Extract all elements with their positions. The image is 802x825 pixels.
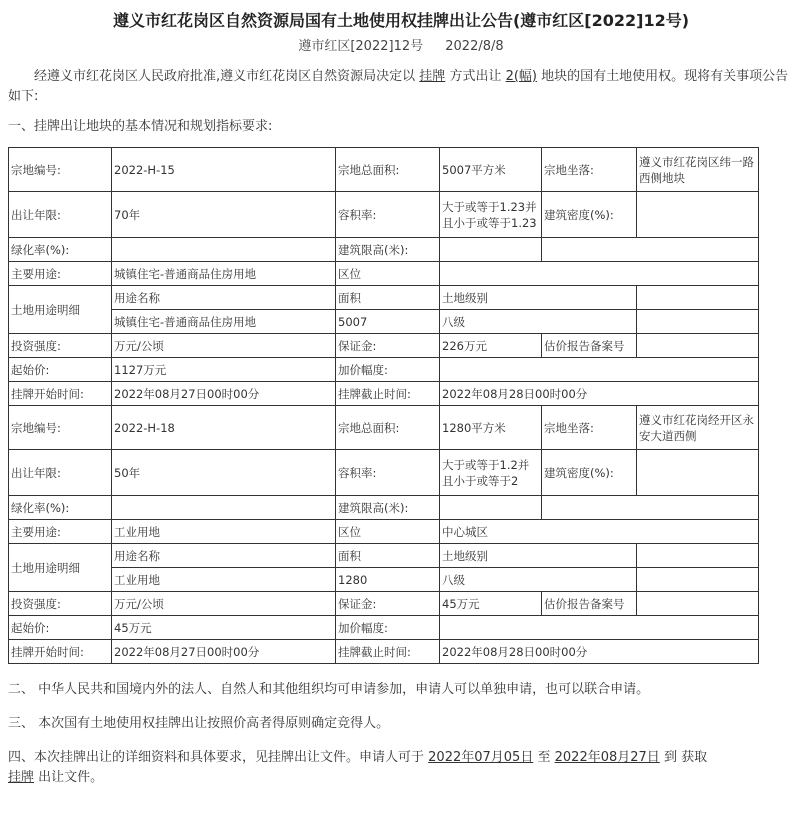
- parcel-location: 遵义市红花岗区纬一路西侧地块: [637, 148, 759, 192]
- label-far: 容积率:: [336, 192, 440, 238]
- page-title: 遵义市红花岗区自然资源局国有土地使用权挂牌出让公告(遵市红区[2022]12号): [112, 11, 690, 30]
- intro-text: 方式出让: [449, 69, 502, 84]
- parcel-density: [637, 450, 759, 496]
- parcel-increment: [440, 358, 759, 382]
- parcel-start-time: 2022年08月27日00时00分: [112, 640, 336, 664]
- empty-cell: [542, 238, 759, 262]
- label-sub-area: 面积: [336, 286, 440, 310]
- empty-cell: [637, 310, 759, 334]
- label-far: 容积率:: [336, 450, 440, 496]
- section-4-part: 出让文件。: [38, 770, 104, 785]
- label-use-name: 用途名称: [112, 544, 336, 568]
- parcel-code: 2022-H-18: [112, 406, 336, 450]
- apply-from-date: 2022年07月05日: [428, 750, 534, 765]
- parcel-term: 70年: [112, 192, 336, 238]
- parcel-table-1: [8, 147, 759, 406]
- parcel-detail-area: 5007: [336, 310, 440, 334]
- label-increment: 加价幅度:: [336, 616, 440, 640]
- parcel-green: [112, 238, 336, 262]
- label-code: 宗地编号:: [9, 148, 112, 192]
- intro-text: 经遵义市红花岗区人民政府批准,遵义市红花岗区自然资源局决定以: [34, 69, 416, 84]
- empty-cell: [637, 286, 759, 310]
- doc-date: 2022/8/8: [445, 39, 504, 54]
- label-height: 建筑限高(米):: [336, 496, 440, 520]
- parcel-detail-use: 城镇住宅-普通商品住房用地: [112, 310, 336, 334]
- label-invest: 投资强度:: [9, 592, 112, 616]
- parcel-green: [112, 496, 336, 520]
- intro-paragraph: [8, 67, 792, 107]
- label-green: 绿化率(%):: [9, 496, 112, 520]
- label-green: 绿化率(%):: [9, 238, 112, 262]
- parcel-invest: 万元/公顷: [112, 592, 336, 616]
- label-density: 建筑密度(%):: [542, 192, 637, 238]
- parcel-appraisal: [637, 592, 759, 616]
- label-code: 宗地编号:: [9, 406, 112, 450]
- label-density: 建筑密度(%):: [542, 450, 637, 496]
- label-location: 宗地坐落:: [542, 148, 637, 192]
- parcel-location: 遵义市红花岗经开区永安大道西侧: [637, 406, 759, 450]
- parcel-height: [440, 496, 542, 520]
- section-3-text: 三、 本次国有土地使用权挂牌出让按照价高者得原则确定竞得人。: [8, 716, 390, 731]
- section-4-method: 挂牌: [8, 770, 35, 785]
- parcel-code: 2022-H-15: [112, 148, 336, 192]
- label-deposit: 保证金:: [336, 334, 440, 358]
- label-grade: 土地级别: [440, 544, 637, 568]
- intro-count: 2(幅): [505, 69, 538, 84]
- label-height: 建筑限高(米):: [336, 238, 440, 262]
- label-sub-area: 面积: [336, 544, 440, 568]
- label-location: 宗地坐落:: [542, 406, 637, 450]
- label-district: 区位: [336, 520, 440, 544]
- section-2-text: 二、 中华人民共和国境内外的法人、自然人和其他组织均可申请参加，申请人可以单独申请，也可以联合申请。: [8, 682, 650, 697]
- parcel-district: 中心城区: [440, 520, 759, 544]
- doc-meta: [0, 38, 802, 56]
- label-area: 宗地总面积:: [336, 406, 440, 450]
- parcel-invest: 万元/公顷: [112, 334, 336, 358]
- label-start-time: 挂牌开始时间:: [9, 640, 112, 664]
- parcel-district: [440, 262, 759, 286]
- label-invest: 投资强度:: [9, 334, 112, 358]
- label-main-use: 主要用途:: [9, 520, 112, 544]
- parcel-height: [440, 238, 542, 262]
- label-deposit: 保证金:: [336, 592, 440, 616]
- parcel-increment: [440, 616, 759, 640]
- label-start-time: 挂牌开始时间:: [9, 382, 112, 406]
- parcel-detail-area: 1280: [336, 568, 440, 592]
- section-4-part: 至: [537, 750, 551, 765]
- section-4-text: [8, 748, 802, 788]
- intro-text: 地块的国有土地使用权。现将有关事项公告如下:: [8, 69, 789, 104]
- parcel-far: 大于或等于1.2并且小于或等于2: [440, 450, 542, 496]
- label-start-price: 起始价:: [9, 616, 112, 640]
- parcel-deposit: 45万元: [440, 592, 542, 616]
- parcel-end-time: 2022年08月28日00时00分: [440, 640, 759, 664]
- section-4-part: 四、本次挂牌出让的详细资料和具体要求，见挂牌出让文件。申请人可于: [8, 750, 425, 765]
- parcel-density: [637, 192, 759, 238]
- doc-number: 遵市红区[2022]12号: [298, 39, 424, 54]
- empty-cell: [542, 496, 759, 520]
- label-appraisal: 估价报告备案号: [542, 334, 637, 358]
- label-term: 出让年限:: [9, 192, 112, 238]
- apply-to-date: 2022年08月27日: [554, 750, 660, 765]
- label-use-detail: 土地用途明细: [9, 544, 112, 592]
- label-district: 区位: [336, 262, 440, 286]
- parcel-main-use: 城镇住宅-普通商品住房用地: [112, 262, 336, 286]
- label-area: 宗地总面积:: [336, 148, 440, 192]
- label-term: 出让年限:: [9, 450, 112, 496]
- parcel-term: 50年: [112, 450, 336, 496]
- label-main-use: 主要用途:: [9, 262, 112, 286]
- empty-cell: [637, 568, 759, 592]
- parcel-grade: 八级: [440, 568, 637, 592]
- empty-cell: [637, 544, 759, 568]
- parcel-start-time: 2022年08月27日00时00分: [112, 382, 336, 406]
- label-use-name: 用途名称: [112, 286, 336, 310]
- parcel-far: 大于或等于1.23并且小于或等于1.23: [440, 192, 542, 238]
- parcel-start-price: 45万元: [112, 616, 336, 640]
- parcel-appraisal: [637, 334, 759, 358]
- parcel-grade: 八级: [440, 310, 637, 334]
- label-start-price: 起始价:: [9, 358, 112, 382]
- parcel-area: 5007平方米: [440, 148, 542, 192]
- parcel-detail-use: 工业用地: [112, 568, 336, 592]
- label-end-time: 挂牌截止时间:: [336, 382, 440, 406]
- label-grade: 土地级别: [440, 286, 637, 310]
- parcel-table-2: [8, 405, 759, 664]
- label-appraisal: 估价报告备案号: [542, 592, 637, 616]
- label-use-detail: 土地用途明细: [9, 286, 112, 334]
- intro-method: 挂牌: [419, 69, 446, 84]
- section-4-part: 到 获取: [663, 750, 708, 765]
- label-end-time: 挂牌截止时间:: [336, 640, 440, 664]
- parcel-deposit: 226万元: [440, 334, 542, 358]
- parcel-end-time: 2022年08月28日00时00分: [440, 382, 759, 406]
- section-1-title: 一、挂牌出让地块的基本情况和规划指标要求:: [8, 119, 273, 134]
- parcel-area: 1280平方米: [440, 406, 542, 450]
- label-increment: 加价幅度:: [336, 358, 440, 382]
- parcel-main-use: 工业用地: [112, 520, 336, 544]
- parcel-start-price: 1127万元: [112, 358, 336, 382]
